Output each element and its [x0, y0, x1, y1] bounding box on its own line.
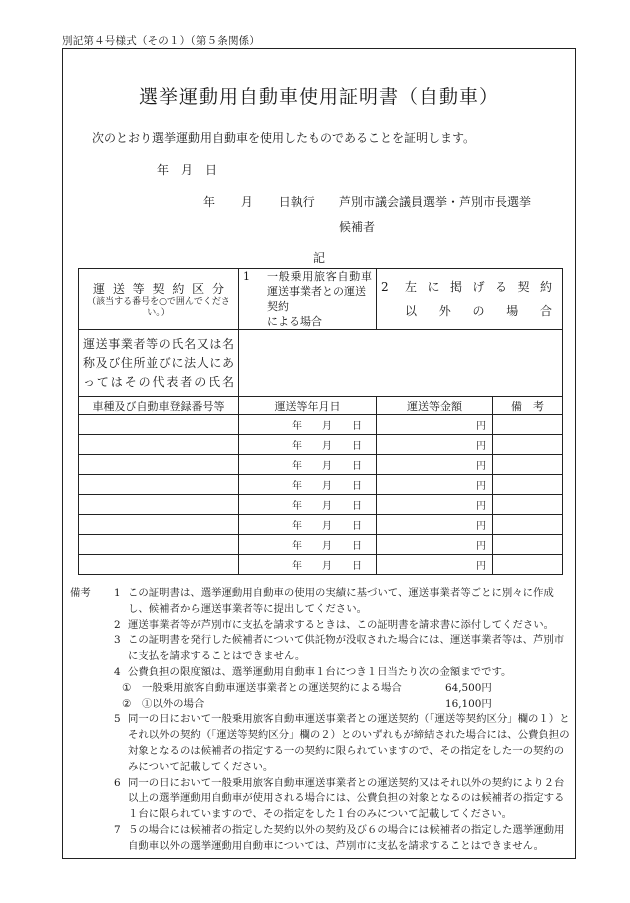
- limit-amount: 16,100円: [445, 697, 492, 710]
- yen-unit: 円: [476, 461, 486, 472]
- yen-unit: 円: [476, 421, 486, 432]
- carrier-label: 運送事業者等の氏名又は名称及び住所並びに法人にあってはその代表者の氏名: [79, 330, 239, 397]
- carrier-row: [79, 330, 563, 397]
- amount-cell[interactable]: [377, 455, 493, 475]
- contract-type-note: （該当する番号を○で囲んでください。）: [87, 296, 230, 318]
- table-row: [79, 495, 563, 515]
- date-month: 月: [322, 481, 332, 492]
- date-month: 月: [322, 421, 332, 432]
- document-title: 選挙運動用自動車使用証明書（自動車）: [138, 86, 499, 108]
- usage-table: [78, 268, 563, 575]
- car-cell[interactable]: [79, 515, 239, 535]
- carrier-field[interactable]: [239, 330, 563, 397]
- note-item-5: [70, 712, 570, 775]
- date-year: 年: [292, 561, 302, 572]
- remarks-cell[interactable]: [493, 515, 563, 535]
- limit-text: 一般乗用旅客自動車運送事業者との運送契約による場合: [142, 681, 402, 694]
- note-item-4: [70, 665, 570, 681]
- note-item-2: [70, 618, 570, 634]
- header-date: 運送等年月日: [239, 397, 377, 415]
- date-cell[interactable]: [239, 415, 377, 435]
- car-cell[interactable]: [79, 475, 239, 495]
- note-number: 2: [114, 618, 121, 631]
- table-row: [79, 435, 563, 455]
- note-item-3: [70, 633, 570, 665]
- date-month: 月: [322, 541, 332, 552]
- ki-mark: 記: [312, 251, 325, 265]
- date-day: 日: [352, 461, 362, 472]
- header-remarks: 備 考: [493, 397, 563, 415]
- date-cell[interactable]: [239, 515, 377, 535]
- table-row: [79, 475, 563, 495]
- table-row: [79, 415, 563, 435]
- note-number: 7: [114, 823, 121, 836]
- amount-cell[interactable]: [377, 555, 493, 575]
- note-number: 5: [114, 713, 121, 726]
- option-1-line-1: 一般乗用旅客自動車: [267, 270, 372, 283]
- car-cell[interactable]: [79, 455, 239, 475]
- table-header-row: [79, 397, 563, 415]
- contract-type-row: [79, 269, 563, 330]
- date-month: 月: [322, 461, 332, 472]
- date-year: 年: [292, 541, 302, 552]
- note-text: 同一の日において一般乗用旅客自動車運送事業者との運送契約（「運送等契約区分」欄の１）とそれ以外の契約（「運送等契約区分」欄の２）とのいずれもが締結された場合には、公費負担の対象となるのは候補者の指定する一の契約に限られていますので、その指定をした一の契約のみについて記載してください。: [128, 713, 570, 773]
- contract-type-cell: [79, 269, 239, 330]
- exec-month: 月: [240, 195, 253, 209]
- date-year: 年: [292, 521, 302, 532]
- remarks-cell[interactable]: [493, 435, 563, 455]
- yen-unit: 円: [476, 501, 486, 512]
- note-text: ５の場合には候補者の指定した契約以外の契約及び６の場合には候補者の指定した選挙運動用自動車以外の選挙運動用自動車については、芦別市に支払を請求することはできません。: [128, 823, 565, 852]
- remarks-cell[interactable]: [493, 555, 563, 575]
- certificate-frame: [62, 48, 576, 859]
- date-day: 日: [352, 541, 362, 552]
- contract-option-1[interactable]: [239, 269, 377, 330]
- header-car: 車種及び自動車登録番号等: [79, 397, 239, 415]
- yen-unit: 円: [476, 541, 486, 552]
- date-cell[interactable]: [239, 435, 377, 455]
- amount-cell[interactable]: [377, 495, 493, 515]
- candidate-label: 候補者: [339, 220, 376, 234]
- note-number: 4: [114, 665, 121, 678]
- limit-item-2: [70, 697, 570, 713]
- table-row: [79, 515, 563, 535]
- limit-number: ①: [122, 681, 132, 694]
- date-day: 日: [352, 561, 362, 572]
- date-day: 日: [352, 481, 362, 492]
- date-month: 月: [322, 501, 332, 512]
- option-1-line-3: による場合: [267, 315, 322, 328]
- amount-cell[interactable]: [377, 515, 493, 535]
- date-day: 日: [352, 521, 362, 532]
- remarks-cell[interactable]: [493, 415, 563, 435]
- option-2-line-2: 以外の場合: [405, 304, 553, 318]
- date-year: 年: [292, 461, 302, 472]
- date-cell[interactable]: [239, 475, 377, 495]
- option-2-number: 2: [381, 280, 389, 294]
- table-row: [79, 455, 563, 475]
- remarks-cell[interactable]: [493, 535, 563, 555]
- note-item-6: [70, 776, 570, 823]
- option-1-number: 1: [243, 270, 250, 283]
- date-month: 月: [322, 441, 332, 452]
- limit-number: ②: [122, 697, 132, 710]
- note-text: 同一の日において一般乗用旅客自動車運送事業者との運送契約又はそれ以外の契約により２台以上の選挙運動用自動車が使用される場合には、公費負担の対象となるのは候補者の指定する１台に限られていますので、その指定をした１台のみについて記載してください。: [128, 776, 565, 821]
- table-row: [79, 555, 563, 575]
- intro-text: 次のとおり選挙運動用自動車を使用したものであることを証明します。: [92, 131, 476, 145]
- date-cell[interactable]: [239, 455, 377, 475]
- car-cell[interactable]: [79, 495, 239, 515]
- note-text: 運送事業者等が芦別市に支払を請求するときは、この証明書を請求書に添付してください。: [128, 618, 555, 631]
- form-number-label: 別記第４号様式（その１）（第５条関係）: [62, 35, 261, 47]
- option-2-line-1: 左に掲げる契約: [405, 280, 553, 294]
- car-cell[interactable]: [79, 415, 239, 435]
- table-row: [79, 535, 563, 555]
- election-name: 芦別市議会議員選挙・芦別市長選挙: [339, 195, 532, 209]
- amount-cell[interactable]: [377, 435, 493, 455]
- car-cell[interactable]: [79, 555, 239, 575]
- amount-cell[interactable]: [377, 535, 493, 555]
- date-year: 年: [292, 501, 302, 512]
- date-month: 月: [322, 561, 332, 572]
- date-year: 年: [292, 481, 302, 492]
- limit-amount: 64,500円: [445, 681, 492, 694]
- option-1-line-2: 運送事業者との運送契約: [267, 285, 366, 313]
- yen-unit: 円: [476, 521, 486, 532]
- notes-section: [70, 586, 570, 855]
- note-item-1: [70, 586, 570, 618]
- exec-year: 年: [203, 195, 216, 209]
- car-cell[interactable]: [79, 435, 239, 455]
- date-day: 日: [352, 441, 362, 452]
- note-item-7: [70, 823, 570, 855]
- date-cell[interactable]: [239, 555, 377, 575]
- date-cell[interactable]: [239, 535, 377, 555]
- amount-cell[interactable]: [377, 475, 493, 495]
- yen-unit: 円: [476, 561, 486, 572]
- note-number: 1: [114, 587, 121, 599]
- note-number: 6: [114, 776, 121, 789]
- election-date: [203, 193, 315, 210]
- header-amount: 運送等金額: [377, 397, 493, 415]
- date-year: 年: [292, 421, 302, 432]
- issue-date: 年 月 日: [157, 163, 218, 177]
- limit-item-1: [70, 681, 570, 697]
- contract-type-label: 運送等契約区分: [93, 281, 224, 296]
- limit-text: ①以外の場合: [142, 697, 205, 710]
- exec-day: 日執行: [278, 195, 315, 209]
- amount-cell[interactable]: [377, 415, 493, 435]
- remarks-cell[interactable]: [493, 455, 563, 475]
- date-day: 日: [352, 501, 362, 512]
- car-cell[interactable]: [79, 535, 239, 555]
- yen-unit: 円: [476, 441, 486, 452]
- date-cell[interactable]: [239, 495, 377, 515]
- note-text: この証明書を発行した候補者について供託物が没収された場合には、運送事業者等は、芦別市に支払を請求することはできません。: [128, 634, 565, 663]
- remarks-cell[interactable]: [493, 475, 563, 495]
- date-day: 日: [352, 421, 362, 432]
- remarks-cell[interactable]: [493, 495, 563, 515]
- contract-option-2[interactable]: [377, 269, 563, 330]
- notes-label: 備考: [70, 587, 91, 599]
- date-year: 年: [292, 441, 302, 452]
- yen-unit: 円: [476, 481, 486, 492]
- note-text: この証明書は、選挙運動用自動車の使用の実績に基づいて、運送事業者等ごとに別々に作成し、候補者から運送事業者等に提出してください。: [128, 587, 554, 615]
- date-month: 月: [322, 521, 332, 532]
- note-number: 3: [114, 634, 121, 647]
- note-text: 公費負担の限度額は、選挙運動用自動車１台につき１日当たり次の金額までです。: [128, 665, 512, 678]
